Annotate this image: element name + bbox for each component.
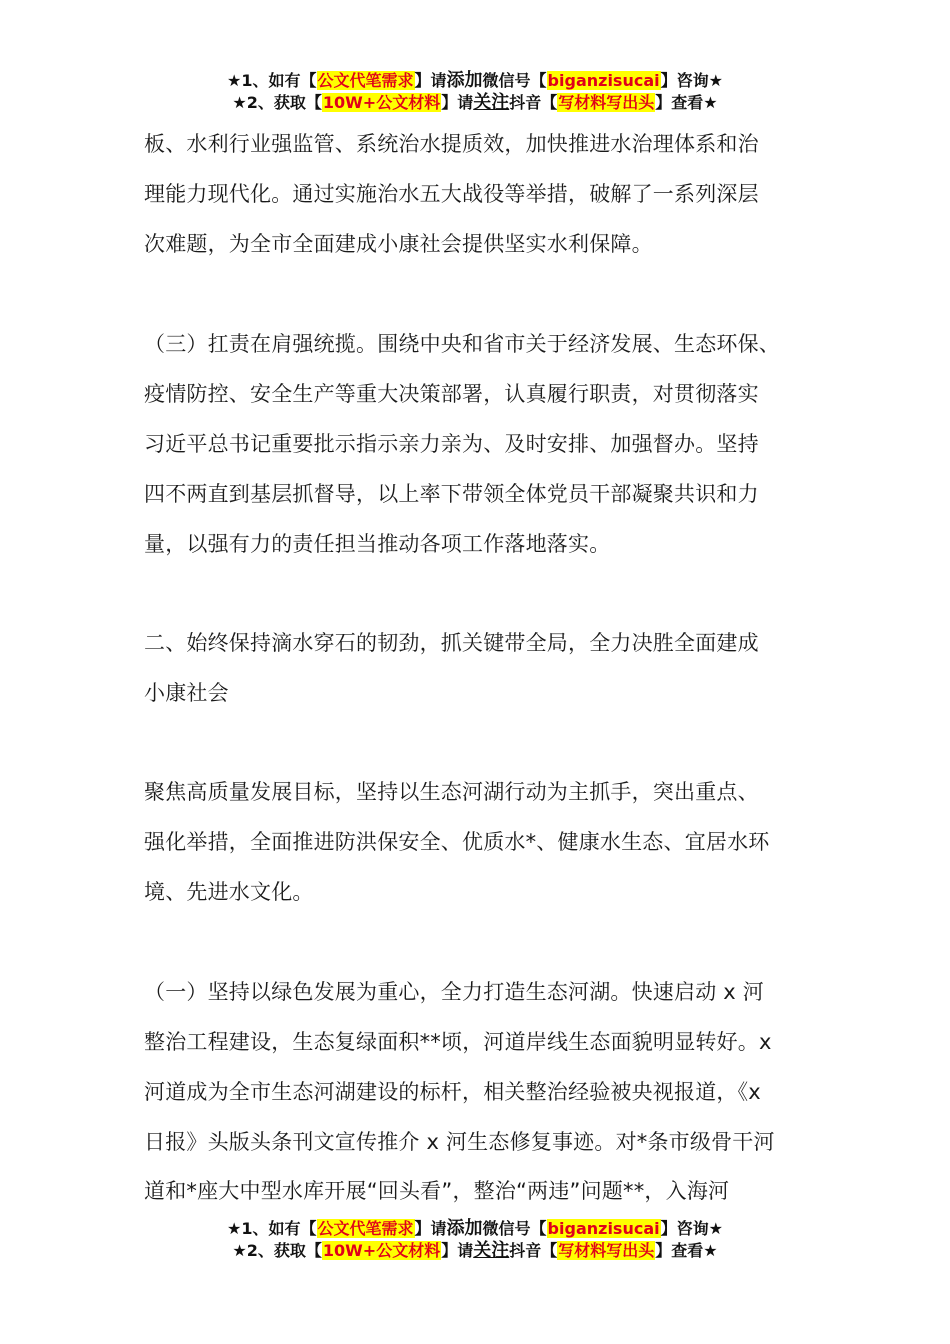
highlight-wechat-id: biganzisucai xyxy=(547,71,660,90)
banner-text: 微信号【 xyxy=(482,71,547,90)
text-line: 四不两直到基层抓督导，以上率下带领全体党员干部凝聚共识和力 xyxy=(144,482,759,506)
banner-text: 】咨询★ xyxy=(660,1219,723,1238)
banner-text: 】咨询★ xyxy=(660,71,723,90)
text-line: 理能力现代化。通过实施治水五大战役等举措，破解了一系列深层 xyxy=(144,182,759,206)
banner-text: 抖音【 xyxy=(509,93,558,112)
section-heading: 二、始终保持滴水穿石的韧劲，抓关键带全局，全力决胜全面建成 xyxy=(144,631,759,655)
text-line: 道和*座大中型水库开展“回头看”，整治“两违”问题**，入海河 xyxy=(144,1179,730,1203)
banner-emphasis: 关注 xyxy=(473,92,510,113)
text-line: 习近平总书记重要批示指示亲力亲为、及时安排、加强督办。坚持 xyxy=(144,432,759,456)
highlight-wechat-id: biganzisucai xyxy=(547,1219,660,1238)
banner-line-2 xyxy=(0,92,950,114)
banner-text: 】请 xyxy=(441,1241,474,1260)
footer-banner xyxy=(0,1218,950,1262)
text-line: 次难题，为全市全面建成小康社会提供坚实水利保障。 xyxy=(144,232,653,256)
highlight-douyin: 写材料写出头 xyxy=(558,93,655,112)
text-line: 日报》头版头条刊文宣传推介 x 河生态修复事迹。对*条市级骨干河 xyxy=(144,1130,775,1154)
highlight-service: 公文代笔需求 xyxy=(317,1219,414,1238)
section-heading: 小康社会 xyxy=(144,681,229,705)
banner-text: ★2、获取【 xyxy=(232,93,322,112)
text-line: （三）扛责在肩强统揽。围绕中央和省市关于经济发展、生态环保、 xyxy=(144,332,780,356)
text-line: 疫情防控、安全生产等重大决策部署，认真履行职责，对贯彻落实 xyxy=(144,382,759,406)
banner-emphasis: 添加 xyxy=(446,1218,483,1239)
highlight-douyin: 写材料写出头 xyxy=(558,1241,655,1260)
banner-text: 】查看★ xyxy=(655,93,718,112)
banner-text: 】请 xyxy=(441,93,474,112)
text-line: 板、水利行业强监管、系统治水提质效，加快推进水治理体系和治 xyxy=(144,132,759,156)
banner-text: 】请 xyxy=(414,71,447,90)
highlight-service: 公文代笔需求 xyxy=(317,71,414,90)
banner-text: 微信号【 xyxy=(482,1219,547,1238)
header-banner xyxy=(0,70,950,114)
highlight-materials: 10W+公文材料 xyxy=(322,1241,441,1260)
banner-text: 】查看★ xyxy=(655,1241,718,1260)
text-line: 量，以强有力的责任担当推动各项工作落地落实。 xyxy=(144,532,611,556)
banner-emphasis: 添加 xyxy=(446,70,483,91)
banner-emphasis: 关注 xyxy=(473,1240,510,1261)
text-line: 整治工程建设，生态复绿面积**顷，河道岸线生态面貌明显转好。x xyxy=(144,1030,772,1054)
banner-text: 】请 xyxy=(414,1219,447,1238)
banner-text: ★1、如有【 xyxy=(227,1219,317,1238)
highlight-materials: 10W+公文材料 xyxy=(322,93,441,112)
banner-line-1 xyxy=(0,1218,950,1240)
text-line: 境、先进水文化。 xyxy=(144,880,314,904)
text-line: 河道成为全市生态河湖建设的标杆，相关整治经验被央视报道，《x xyxy=(144,1080,761,1104)
banner-line-2 xyxy=(0,1240,950,1262)
banner-text: ★2、获取【 xyxy=(232,1241,322,1260)
banner-text: ★1、如有【 xyxy=(227,71,317,90)
text-line: 强化举措，全面推进防洪保安全、优质水*、健康水生态、宜居水环 xyxy=(144,830,770,854)
banner-line-1 xyxy=(0,70,950,92)
banner-text: 抖音【 xyxy=(509,1241,558,1260)
text-line: 聚焦高质量发展目标，坚持以生态河湖行动为主抓手，突出重点、 xyxy=(144,780,759,804)
text-line: （一）坚持以绿色发展为重心，全力打造生态河湖。快速启动 x 河 xyxy=(144,980,764,1004)
